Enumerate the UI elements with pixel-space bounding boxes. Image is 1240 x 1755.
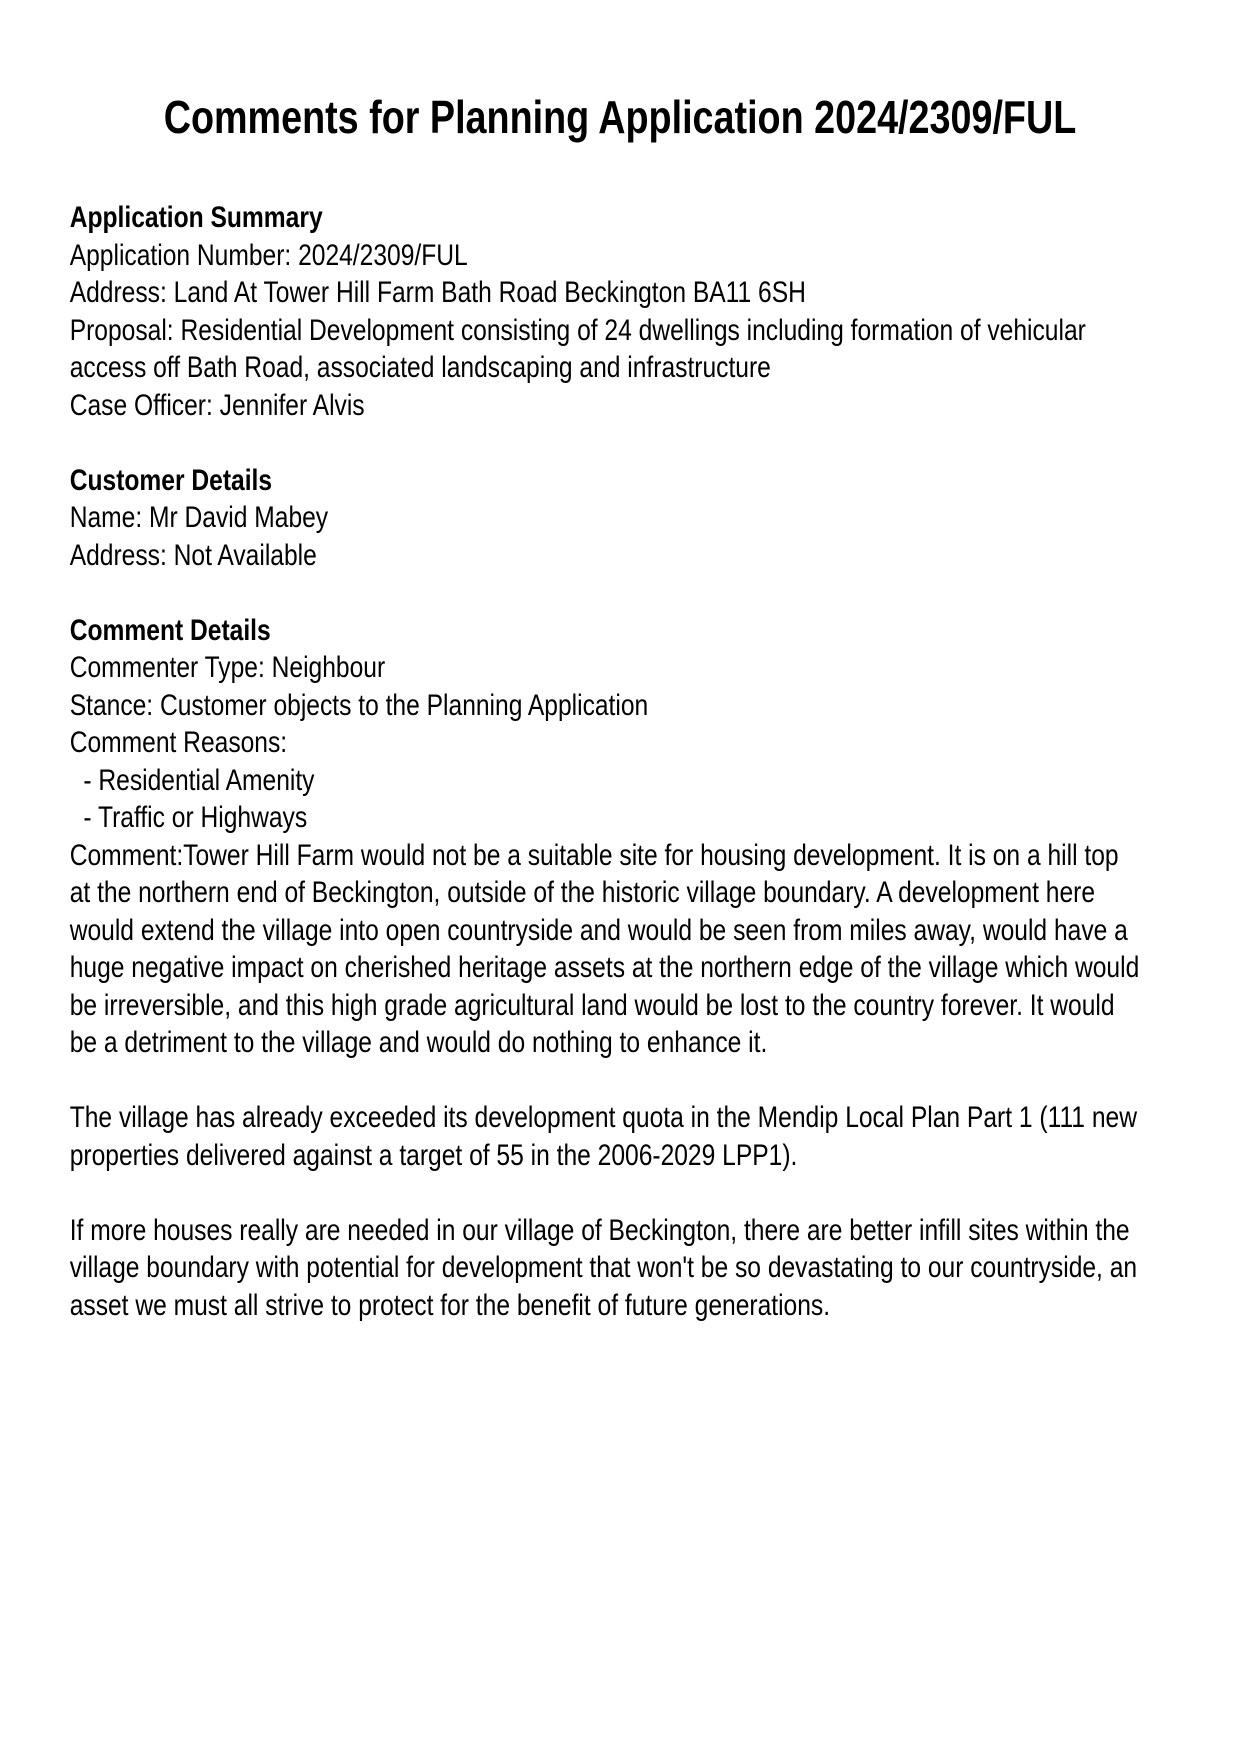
text-line: Case Officer: Jennifer Alvis — [69, 388, 365, 422]
section-heading: Comment Details — [69, 613, 271, 647]
text-line: asset we must all strive to protect for the benefit of future generations. — [69, 1288, 831, 1322]
text-line: Comment:Tower Hill Farm would not be a suitable site for housing development. It is on a hill top — [69, 838, 1119, 872]
document-section — [70, 612, 1240, 1325]
text-line: Stance: Customer objects to the Planning Application — [69, 688, 649, 722]
text-line: access off Bath Road, associated landscaping and infrastructure — [69, 351, 771, 384]
text-line: huge negative impact on cherished heritage assets at the northern edge of the village which would — [69, 951, 1140, 984]
document-content — [0, 90, 1240, 1324]
document-section — [70, 462, 1240, 575]
text-line: Address: Land At Tower Hill Farm Bath Road Beckington BA11 6SH — [69, 276, 806, 309]
text-line: - Traffic or Highways — [69, 801, 308, 834]
text-line: be a detriment to the village and would do nothing to enhance it. — [69, 1026, 768, 1059]
text-line — [70, 1174, 1240, 1212]
text-line: - Residential Amenity — [69, 763, 315, 797]
text-line: be irreversible, and this high grade agricultural land would be lost to the country forever. It would — [69, 988, 1115, 1022]
text-line: Application Number: 2024/2309/FUL — [69, 238, 468, 272]
text-line: Address: Not Available — [69, 538, 317, 572]
text-line: If more houses really are needed in our village of Beckington, there are better infill sites within the — [69, 1213, 1130, 1247]
text-line: at the northern end of Beckington, outside of the historic village boundary. A development here — [69, 876, 1096, 909]
text-line: village boundary with potential for development that won't be so devastating to our countryside, an — [69, 1251, 1138, 1284]
text-line: Name: Mr David Mabey — [69, 501, 329, 534]
document-body — [70, 199, 1240, 1324]
text-line: properties delivered against a target of 55 in the 2006-2029 LPP1). — [69, 1138, 798, 1172]
text-line: The village has already exceeded its development quota in the Mendip Local Plan Part 1 (111 new — [69, 1101, 1137, 1134]
text-line: Comment Reasons: — [69, 726, 288, 759]
section-heading: Application Summary — [69, 201, 323, 234]
text-line — [70, 1062, 1240, 1100]
page-title: Comments for Planning Application 2024/2309/FUL — [163, 91, 1077, 143]
text-line: would extend the village into open countryside and would be seen from miles away, would have a — [69, 913, 1128, 947]
text-line: Commenter Type: Neighbour — [69, 651, 386, 684]
document-section — [70, 199, 1240, 424]
section-heading: Customer Details — [69, 463, 273, 497]
text-line: Proposal: Residential Development consisting of 24 dwellings including formation of vehicular — [69, 313, 1086, 347]
